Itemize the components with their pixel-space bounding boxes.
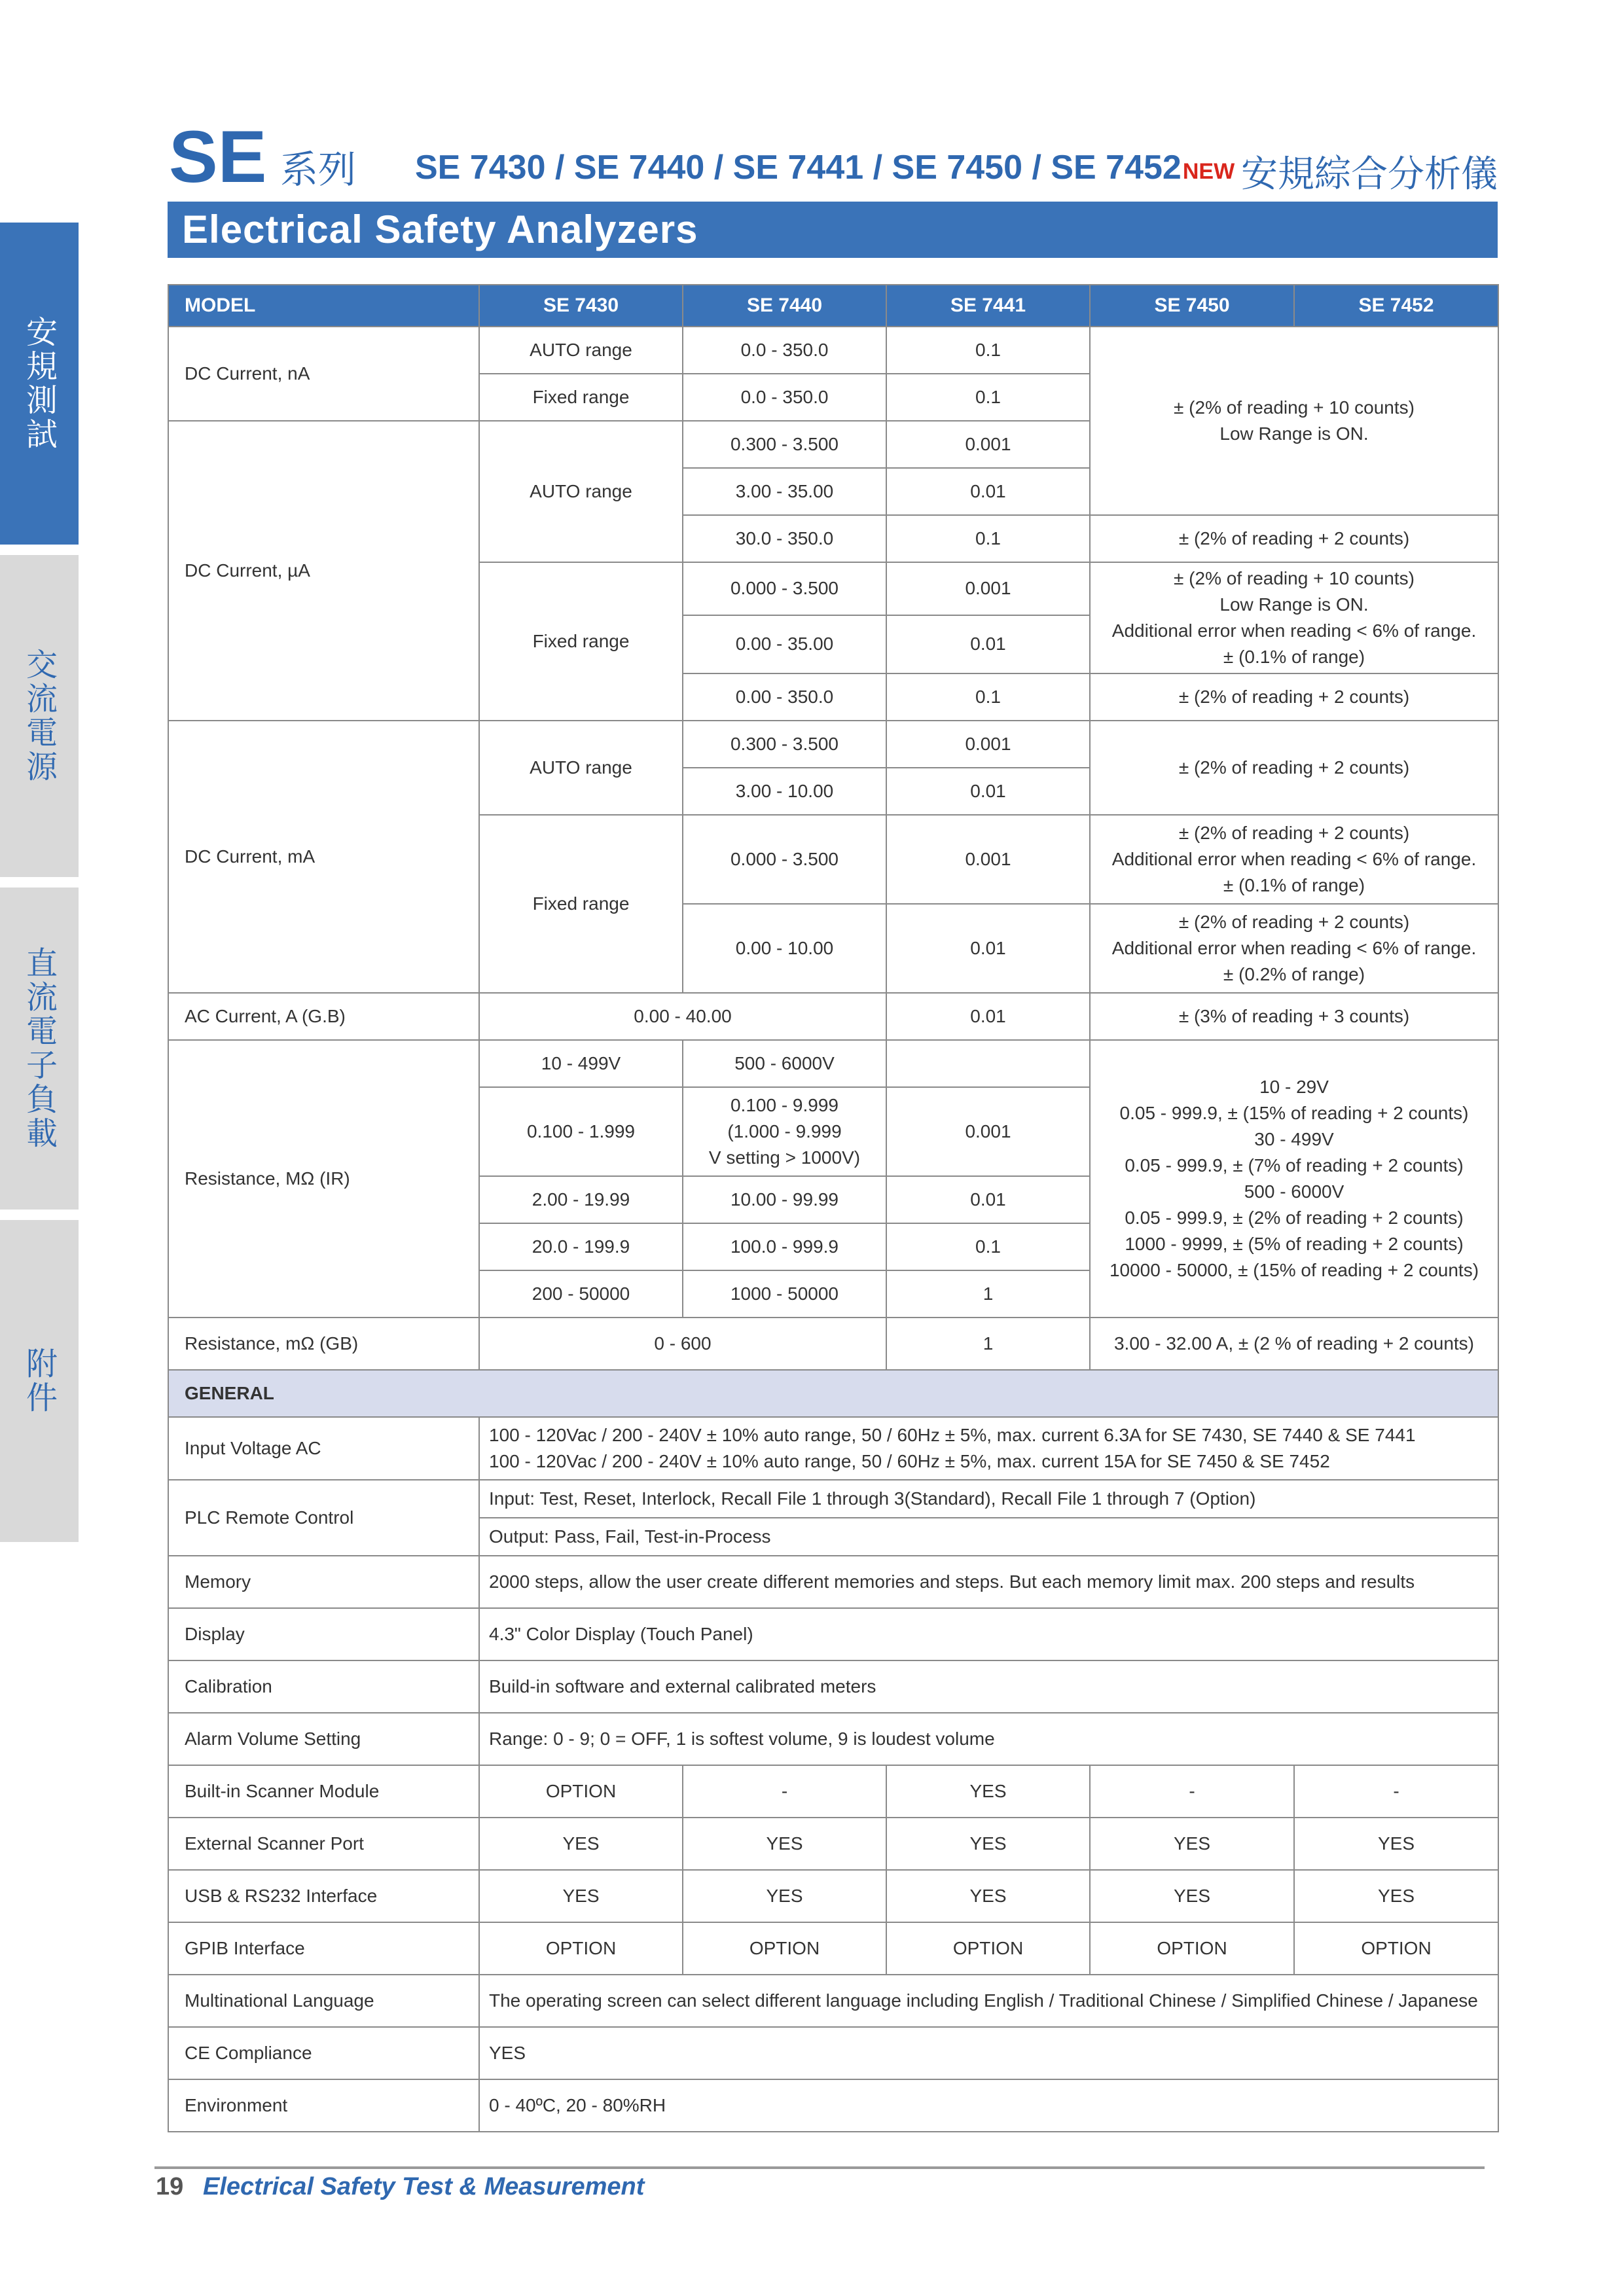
table-row (168, 1480, 1498, 1518)
cell: YES (683, 1870, 886, 1922)
row-label: GPIB Interface (168, 1922, 479, 1975)
accuracy-line: Additional error when reading < 6% of range. (1111, 849, 1477, 869)
cell: AUTO range (479, 421, 683, 562)
cell: OPTION (479, 1765, 683, 1818)
accuracy-cell: ± (2% of reading + 2 counts) (1090, 721, 1498, 815)
cell: 1000 - 50000 (683, 1270, 886, 1318)
accuracy-line: ± (2% of reading + 10 counts) (1174, 568, 1415, 588)
table-row (168, 1975, 1498, 2027)
cell (886, 1040, 1090, 1087)
row-label: AC Current, A (G.B) (168, 993, 479, 1040)
model-list-text: SE 7430 / SE 7440 / SE 7441 / SE 7450 / SE 7452 (415, 149, 1182, 187)
cell-line: 0.100 - 9.999 (730, 1095, 839, 1115)
cell: 10 - 499V (479, 1040, 683, 1087)
cell: 0 - 40ºC, 20 - 80%RH (479, 2079, 1498, 2132)
row-label: External Scanner Port (168, 1818, 479, 1870)
accuracy-line: 500 - 6000V (1244, 1181, 1344, 1202)
table-row (168, 1870, 1498, 1922)
accuracy-line: 0.05 - 999.9, ± (7% of reading + 2 counts) (1125, 1155, 1464, 1175)
accuracy-line: Low Range is ON. (1219, 594, 1369, 615)
series-name-cn: 系列 (280, 149, 357, 191)
cell: Fixed range (479, 562, 683, 721)
cell: Fixed range (479, 374, 683, 421)
cell: YES (683, 1818, 886, 1870)
cell: YES (479, 1818, 683, 1870)
row-label: DC Current, µA (168, 421, 479, 721)
cell: 0.1 (886, 374, 1090, 421)
cell-line: 100 - 120Vac / 200 - 240V ± 10% auto range, 50 / 60Hz ± 5%, max. current 15A for SE 7450 & SE 7452 (489, 1451, 1330, 1471)
accuracy-line: ± (0.2% of range) (1223, 964, 1365, 984)
header-se7441: SE 7441 (886, 285, 1090, 327)
cell: 0.00 - 40.00 (479, 993, 886, 1040)
cell: 10.00 - 99.99 (683, 1176, 886, 1223)
cell: YES (1090, 1870, 1294, 1922)
table-header-row (168, 285, 1498, 327)
cell (683, 1087, 886, 1176)
footer-title: Electrical Safety Test & Measurement (203, 2173, 645, 2200)
accuracy-line: 10 - 29V (1259, 1077, 1329, 1097)
accuracy-cell (1090, 904, 1498, 993)
cell: 3.00 - 35.00 (683, 468, 886, 515)
row-label: Input Voltage AC (168, 1417, 479, 1480)
table-row (168, 993, 1498, 1040)
cell: 0.001 (886, 815, 1090, 904)
product-title-cn: 安規綜合分析儀 (1241, 153, 1498, 194)
accuracy-line: ± (2% of reading + 2 counts) (1178, 912, 1410, 932)
accuracy-line: ± (2% of reading + 2 counts) (1178, 823, 1410, 843)
table-row (168, 327, 1498, 374)
cell: Range: 0 - 9; 0 = OFF, 1 is softest volume, 9 is loudest volume (479, 1713, 1498, 1765)
table-row (168, 1417, 1498, 1480)
accuracy-line: ± (2% of reading + 10 counts) (1174, 397, 1415, 418)
row-label: CE Compliance (168, 2027, 479, 2079)
cell: - (683, 1765, 886, 1818)
header-se7440: SE 7440 (683, 285, 886, 327)
cell: YES (1090, 1818, 1294, 1870)
new-badge: NEW (1182, 159, 1235, 184)
cell: 0.0 - 350.0 (683, 374, 886, 421)
cell: 0.1 (886, 327, 1090, 374)
header-se7450: SE 7450 (1090, 285, 1294, 327)
cell: OPTION (1090, 1922, 1294, 1975)
cell: 0.01 (886, 1176, 1090, 1223)
row-label: Resistance, MΩ (IR) (168, 1040, 479, 1318)
cell: YES (886, 1870, 1090, 1922)
row-label: DC Current, mA (168, 721, 479, 993)
cell: Fixed range (479, 815, 683, 993)
cell: 0.01 (886, 904, 1090, 993)
cell: 0.00 - 35.00 (683, 615, 886, 673)
header-se7452: SE 7452 (1294, 285, 1498, 327)
cell: YES (886, 1818, 1090, 1870)
header-model: MODEL (168, 285, 479, 327)
cell: 0.000 - 3.500 (683, 562, 886, 615)
cell: OPTION (683, 1922, 886, 1975)
series-name: SE (169, 116, 267, 198)
cell: 0.001 (886, 421, 1090, 468)
accuracy-line: 10000 - 50000, ± (15% of reading + 2 counts) (1109, 1260, 1479, 1280)
accuracy-cell: ± (3% of reading + 3 counts) (1090, 993, 1498, 1040)
cell: - (1294, 1765, 1498, 1818)
cell: The operating screen can select different language including English / Traditional Chinese / Simplified Chinese / Japanese (479, 1975, 1498, 2027)
cell: YES (479, 1870, 683, 1922)
cell-line: 100 - 120Vac / 200 - 240V ± 10% auto range, 50 / 60Hz ± 5%, max. current 6.3A for SE 7430, SE 7440 & SE 7441 (489, 1425, 1416, 1445)
cell: 200 - 50000 (479, 1270, 683, 1318)
cell: OPTION (1294, 1922, 1498, 1975)
header-se7430: SE 7430 (479, 285, 683, 327)
accuracy-line: Additional error when reading < 6% of range. (1111, 938, 1477, 958)
accuracy-cell (1090, 327, 1498, 515)
cell: 0.300 - 3.500 (683, 421, 886, 468)
table-row (168, 1608, 1498, 1660)
table-row (168, 721, 1498, 768)
cell: Build-in software and external calibrated meters (479, 1660, 1498, 1713)
cell: 0.000 - 3.500 (683, 815, 886, 904)
accuracy-line: 0.05 - 999.9, ± (15% of reading + 2 counts) (1119, 1103, 1469, 1123)
table-row (168, 1922, 1498, 1975)
cell: AUTO range (479, 721, 683, 815)
cell: 3.00 - 10.00 (683, 768, 886, 815)
cell: 0.0 - 350.0 (683, 327, 886, 374)
cell: AUTO range (479, 327, 683, 374)
footer-divider (154, 2166, 1485, 2169)
general-title: GENERAL (168, 1370, 1498, 1417)
cell: 4.3" Color Display (Touch Panel) (479, 1608, 1498, 1660)
side-tab-dc-load[interactable]: 直流電子負載 (0, 888, 79, 1210)
cell (479, 1417, 1498, 1480)
table-row (168, 2027, 1498, 2079)
table-row (168, 1318, 1498, 1370)
cell: OPTION (479, 1922, 683, 1975)
cell: 2000 steps, allow the user create different memories and steps. But each memory limit max. 200 steps and results (479, 1556, 1498, 1608)
cell: 1 (886, 1318, 1090, 1370)
cell: 0.01 (886, 768, 1090, 815)
row-label: Built-in Scanner Module (168, 1765, 479, 1818)
page-title: Electrical Safety Analyzers (182, 207, 698, 251)
cell: 0.01 (886, 468, 1090, 515)
cell: 0.01 (886, 993, 1090, 1040)
cell: 0.01 (886, 615, 1090, 673)
cell: YES (886, 1765, 1090, 1818)
cell: 0.100 - 1.999 (479, 1087, 683, 1176)
table-row (168, 1818, 1498, 1870)
accuracy-line: Low Range is ON. (1219, 423, 1369, 444)
cell: 500 - 6000V (683, 1040, 886, 1087)
row-label: USB & RS232 Interface (168, 1870, 479, 1922)
cell: 0.1 (886, 1223, 1090, 1270)
accuracy-line: 30 - 499V (1254, 1129, 1334, 1149)
accuracy-cell: ± (2% of reading + 2 counts) (1090, 515, 1498, 562)
side-tab-ac-power[interactable]: 交流電源 (0, 555, 79, 877)
cell: YES (479, 2027, 1498, 2079)
table-row (168, 1556, 1498, 1608)
cell: YES (1294, 1870, 1498, 1922)
cell: 0.00 - 350.0 (683, 673, 886, 721)
accuracy-cell (1090, 562, 1498, 673)
table-row (168, 1660, 1498, 1713)
page-number: 19 (156, 2173, 184, 2200)
general-section-header (168, 1370, 1498, 1417)
cell: 0.001 (886, 721, 1090, 768)
accuracy-line: 0.05 - 999.9, ± (2% of reading + 2 counts) (1125, 1208, 1464, 1228)
accuracy-line: Additional error when reading < 6% of range. (1111, 620, 1477, 641)
accuracy-line: 1000 - 9999, ± (5% of reading + 2 counts) (1125, 1234, 1464, 1254)
cell: 0.1 (886, 515, 1090, 562)
cell: 1 (886, 1270, 1090, 1318)
row-label: Display (168, 1608, 479, 1660)
model-list (415, 148, 1235, 187)
row-label: PLC Remote Control (168, 1480, 479, 1556)
side-tab-accessories[interactable]: 附件 (0, 1220, 79, 1542)
table-row (168, 1765, 1498, 1818)
cell: Output: Pass, Fail, Test-in-Process (479, 1518, 1498, 1556)
cell: 0.00 - 10.00 (683, 904, 886, 993)
row-label: Memory (168, 1556, 479, 1608)
cell: - (1090, 1765, 1294, 1818)
cell: Input: Test, Reset, Interlock, Recall File 1 through 3(Standard), Recall File 1 through 7 (Option) (479, 1480, 1498, 1518)
row-label: Alarm Volume Setting (168, 1713, 479, 1765)
side-tab-safety-test[interactable]: 安規測試 (0, 223, 79, 545)
accuracy-cell (1090, 815, 1498, 904)
cell: 0.001 (886, 562, 1090, 615)
cell: 20.0 - 199.9 (479, 1223, 683, 1270)
cell: 0 - 600 (479, 1318, 886, 1370)
title-banner (168, 202, 1498, 258)
cell-line: V setting > 1000V) (708, 1147, 861, 1168)
cell: OPTION (886, 1922, 1090, 1975)
table-row (168, 1040, 1498, 1087)
row-label: Multinational Language (168, 1975, 479, 2027)
spec-table (168, 284, 1499, 2132)
table-row (168, 2079, 1498, 2132)
accuracy-line: ± (0.1% of range) (1223, 647, 1365, 667)
cell: 0.001 (886, 1087, 1090, 1176)
page-header (169, 118, 1498, 196)
cell: 100.0 - 999.9 (683, 1223, 886, 1270)
row-label: DC Current, nA (168, 327, 479, 421)
row-label: Environment (168, 2079, 479, 2132)
row-label: Calibration (168, 1660, 479, 1713)
cell: YES (1294, 1818, 1498, 1870)
cell-line: (1.000 - 9.999 (727, 1121, 842, 1141)
row-label: Resistance, mΩ (GB) (168, 1318, 479, 1370)
cell: 0.1 (886, 673, 1090, 721)
accuracy-cell: 3.00 - 32.00 A, ± (2 % of reading + 2 counts) (1090, 1318, 1498, 1370)
table-row (168, 1713, 1498, 1765)
accuracy-cell: ± (2% of reading + 2 counts) (1090, 673, 1498, 721)
accuracy-cell (1090, 1040, 1498, 1318)
cell: 2.00 - 19.99 (479, 1176, 683, 1223)
accuracy-line: ± (0.1% of range) (1223, 875, 1365, 895)
cell: 30.0 - 350.0 (683, 515, 886, 562)
cell: 0.300 - 3.500 (683, 721, 886, 768)
